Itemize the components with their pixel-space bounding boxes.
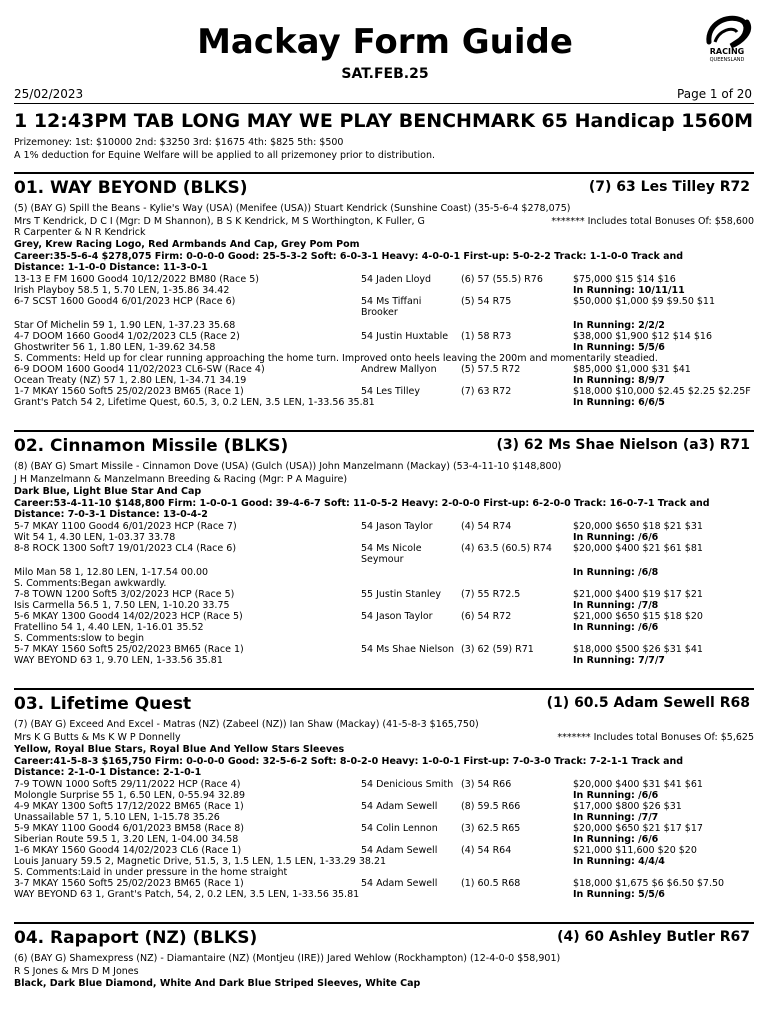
form-jockey: 54 Colin Lennon bbox=[361, 823, 438, 834]
form-prizemoney-odds: $85,000 $1,000 $31 $41 bbox=[573, 364, 691, 375]
form-line: Irish Playboy 58.5 1, 5.70 LEN, 1-35.86 34.42 bbox=[14, 285, 230, 296]
form-line: 5-7 MKAY 1560 Soft5 25/02/2023 BM65 (Race 1) bbox=[14, 644, 244, 655]
form-jockey: 54 Denicious Smith bbox=[361, 779, 454, 790]
form-prizemoney-odds: $50,000 $1,000 $9 $9.50 $11 bbox=[573, 296, 716, 307]
horse-name: 01. WAY BEYOND (BLKS) bbox=[14, 178, 248, 198]
career-stats: Career:35-5-6-4 $278,075 Firm: 0-0-0-0 Good: 25-5-3-2 Soft: 6-0-3-1 Heavy: 4-0-0-1 First-up: 5-0-2-2 Track: 1-1-0-0 Track and bbox=[14, 251, 684, 262]
in-running: In Running: /6/6 bbox=[573, 532, 659, 543]
horse-name: 04. Rapaport (NZ) (BLKS) bbox=[14, 928, 258, 948]
form-prizemoney-odds: $21,000 $650 $15 $18 $20 bbox=[573, 611, 703, 622]
in-running: In Running: 7/7/7 bbox=[573, 655, 665, 666]
form-jockey: 54 Adam Sewell bbox=[361, 801, 438, 812]
form-prizemoney-odds: $17,000 $800 $26 $31 bbox=[573, 801, 682, 812]
race-prizemoney: Prizemoney: 1st: $10000 2nd: $3250 3rd: $1675 4th: $825 5th: $500 bbox=[14, 137, 344, 148]
form-barrier-weight: (5) 54 R75 bbox=[461, 296, 512, 307]
header-divider bbox=[14, 103, 754, 104]
form-barrier-weight: (4) 63.5 (60.5) R74 bbox=[461, 543, 552, 554]
horse-owners: R S Jones & Mrs D M Jones bbox=[14, 966, 139, 977]
in-running: In Running: /6/6 bbox=[573, 622, 659, 633]
form-prizemoney-odds: $18,000 $1,675 $6 $6.50 $7.50 bbox=[573, 878, 725, 889]
form-jockey: 54 Justin Huxtable bbox=[361, 331, 449, 342]
form-line: Molongle Surprise 55 1, 6.50 LEN, 0-55.94 32.89 bbox=[14, 790, 246, 801]
racing-colours: Dark Blue, Light Blue Star And Cap bbox=[14, 486, 202, 497]
form-line: Unassailable 57 1, 5.10 LEN, 1-15.78 35.26 bbox=[14, 812, 220, 823]
form-jockey: 54 Ms Shae Nielson bbox=[361, 644, 455, 655]
form-line: 7-8 TOWN 1200 Soft5 3/02/2023 HCP (Race 5) bbox=[14, 589, 235, 600]
in-running: In Running: 2/2/2 bbox=[573, 320, 665, 331]
horse-breeding: (5) (BAY G) Spill the Beans - Kylie's Way (USA) (Menifee (USA)) Stuart Kendrick (Sunshine Coast) (35-5-6-4 $278,075) bbox=[14, 203, 571, 214]
form-line: Ocean Treaty (NZ) 57 1, 2.80 LEN, 1-34.71 34.19 bbox=[14, 375, 247, 386]
form-barrier-weight: (8) 59.5 R66 bbox=[461, 801, 521, 812]
form-line: 5-7 MKAY 1100 Good4 6/01/2023 HCP (Race 7) bbox=[14, 521, 237, 532]
horse-breeding: (8) (BAY G) Smart Missile - Cinnamon Dove (USA) (Gulch (USA)) John Manzelmann (Mackay) (53-4-11-10 $148,800) bbox=[14, 461, 562, 472]
career-stats-cont: Distance: 7-0-3-1 Distance: 13-0-4-2 bbox=[14, 509, 208, 520]
horse-divider bbox=[14, 430, 754, 432]
form-line: Grant's Patch 54 2, Lifetime Quest, 60.5, 3, 0.2 LEN, 3.5 LEN, 1-33.56 35.81 bbox=[14, 397, 375, 408]
form-line: 4-7 DOOM 1660 Good4 1/02/2023 CL5 (Race 2) bbox=[14, 331, 240, 342]
career-stats: Career:53-4-11-10 $148,800 Firm: 1-0-0-1 Good: 39-4-6-7 Soft: 11-0-5-2 Heavy: 2-0-0-0 First-up: 6-2-0-0 Track: 16-0-7-1 Track and bbox=[14, 498, 710, 509]
form-jockey: 55 Justin Stanley bbox=[361, 589, 441, 600]
in-running: In Running: /7/8 bbox=[573, 600, 659, 611]
horse-divider bbox=[14, 688, 754, 690]
form-prizemoney-odds: $21,000 $400 $19 $17 $21 bbox=[573, 589, 703, 600]
form-line: 6-7 SCST 1600 Good4 6/01/2023 HCP (Race 6) bbox=[14, 296, 236, 307]
form-line: 8-8 ROCK 1300 Soft7 19/01/2023 CL4 (Race 6) bbox=[14, 543, 237, 554]
in-running: In Running: /6/8 bbox=[573, 567, 659, 578]
horse-owners: J H Manzelmann & Manzelmann Breeding & Racing (Mgr: P A Maguire) bbox=[14, 474, 348, 485]
form-line: S. Comments:slow to begin bbox=[14, 633, 145, 644]
race-title: 1 12:43PM TAB LONG MAY WE PLAY BENCHMARK 65 Handicap 1560M bbox=[14, 110, 754, 132]
form-barrier-weight: (6) 57 (55.5) R76 bbox=[461, 274, 543, 285]
horse-breeding: (7) (BAY G) Exceed And Excel - Matras (NZ) (Zabeel (NZ)) Ian Shaw (Mackay) (41-5-8-3 $165,750) bbox=[14, 719, 479, 730]
form-barrier-weight: (4) 54 R74 bbox=[461, 521, 512, 532]
form-line: 1-6 MKAY 1560 Good4 14/02/2023 CL6 (Race 1) bbox=[14, 845, 242, 856]
bonus-note: ******* Includes total Bonuses Of: $58,600 bbox=[551, 216, 754, 227]
form-line: Star Of Michelin 59 1, 1.90 LEN, 1-37.23 35.68 bbox=[14, 320, 236, 331]
horse-owners: Mrs T Kendrick, D C I (Mgr: D M Shannon), B S K Kendrick, M S Worthington, K Fuller, G bbox=[14, 216, 425, 227]
horse-owners: Mrs K G Butts & Ms K W P Donnelly bbox=[14, 732, 181, 743]
form-line: WAY BEYOND 63 1, Grant's Patch, 54, 2, 0.2 LEN, 3.5 LEN, 1-33.56 35.81 bbox=[14, 889, 360, 900]
form-jockey: Seymour bbox=[361, 554, 404, 565]
print-date: 25/02/2023 bbox=[14, 87, 84, 101]
form-jockey: Andrew Mallyon bbox=[361, 364, 437, 375]
horse-name: 03. Lifetime Quest bbox=[14, 694, 192, 714]
barrier-weight-jockey: (4) 60 Ashley Butler R67 bbox=[557, 929, 750, 945]
form-line: 1-7 MKAY 1560 Soft5 25/02/2023 BM65 (Race 1) bbox=[14, 386, 244, 397]
form-jockey: 54 Ms Nicole bbox=[361, 543, 422, 554]
form-line: 5-9 MKAY 1100 Good4 6/01/2023 BM58 (Race 8) bbox=[14, 823, 244, 834]
career-stats-cont: Distance: 2-1-0-1 Distance: 2-1-0-1 bbox=[14, 767, 202, 778]
in-running: In Running: 6/6/5 bbox=[573, 397, 665, 408]
form-line: 13-13 E FM 1600 Good4 10/12/2022 BM80 (Race 5) bbox=[14, 274, 259, 285]
form-line: 4-9 MKAY 1300 Soft5 17/12/2022 BM65 (Race 1) bbox=[14, 801, 244, 812]
form-line: Louis January 59.5 2, Magnetic Drive, 51.5, 3, 1.5 LEN, 1.5 LEN, 1-33.29 38.21 bbox=[14, 856, 387, 867]
form-jockey: Brooker bbox=[361, 307, 398, 318]
racing-colours: Grey, Krew Racing Logo, Red Armbands And Cap, Grey Pom Pom bbox=[14, 239, 360, 250]
form-prizemoney-odds: $20,000 $400 $21 $61 $81 bbox=[573, 543, 703, 554]
form-line: 7-9 TOWN 1000 Soft5 29/11/2022 HCP (Race 4) bbox=[14, 779, 241, 790]
racing-colours: Yellow, Royal Blue Stars, Royal Blue And Yellow Stars Sleeves bbox=[14, 744, 345, 755]
form-barrier-weight: (7) 63 R72 bbox=[461, 386, 512, 397]
in-running: In Running: 4/4/4 bbox=[573, 856, 665, 867]
racing-colours: Black, Dark Blue Diamond, White And Dark Blue Striped Sleeves, White Cap bbox=[14, 978, 421, 989]
form-barrier-weight: (4) 54 R64 bbox=[461, 845, 512, 856]
form-jockey: 54 Adam Sewell bbox=[361, 845, 438, 856]
form-jockey: 54 Jason Taylor bbox=[361, 521, 433, 532]
form-jockey: 54 Les Tilley bbox=[361, 386, 420, 397]
horse-name: 02. Cinnamon Missile (BLKS) bbox=[14, 436, 289, 456]
form-line: Isis Carmella 56.5 1, 7.50 LEN, 1-10.20 33.75 bbox=[14, 600, 230, 611]
form-line: 3-7 MKAY 1560 Soft5 25/02/2023 BM65 (Race 1) bbox=[14, 878, 244, 889]
form-jockey: 54 Ms Tiffani bbox=[361, 296, 422, 307]
in-running: In Running: 10/11/11 bbox=[573, 285, 685, 296]
logo-text: RACING QUEENSLAND bbox=[709, 47, 745, 63]
form-prizemoney-odds: $18,000 $500 $26 $31 $41 bbox=[573, 644, 703, 655]
race-deduction-note: A 1% deduction for Equine Welfare will be applied to all prizemoney prior to distribution. bbox=[14, 150, 436, 161]
form-barrier-weight: (1) 58 R73 bbox=[461, 331, 512, 342]
form-line: Siberian Route 59.5 1, 3.20 LEN, 1-04.00 34.58 bbox=[14, 834, 239, 845]
form-line: 6-9 DOOM 1600 Good4 11/02/2023 CL6-SW (Race 4) bbox=[14, 364, 265, 375]
form-prizemoney-odds: $18,000 $10,000 $2.45 $2.25 $2.25F bbox=[573, 386, 751, 397]
form-prizemoney-odds: $20,000 $650 $21 $17 $17 bbox=[573, 823, 703, 834]
meeting-date-heading: SAT.FEB.25 bbox=[341, 66, 429, 82]
form-jockey: 54 Adam Sewell bbox=[361, 878, 438, 889]
career-stats: Career:41-5-8-3 $165,750 Firm: 0-0-0-0 Good: 32-5-6-2 Soft: 8-0-2-0 Heavy: 1-0-0-1 First-up: 7-0-3-0 Track: 7-2-1-1 Track and bbox=[14, 756, 684, 767]
form-line: Fratellino 54 1, 4.40 LEN, 1-16.01 35.52 bbox=[14, 622, 204, 633]
form-line: Milo Man 58 1, 12.80 LEN, 1-17.54 00.00 bbox=[14, 567, 209, 578]
form-barrier-weight: (3) 62.5 R65 bbox=[461, 823, 521, 834]
form-jockey: 54 Jason Taylor bbox=[361, 611, 433, 622]
page-title: Mackay Form Guide bbox=[197, 22, 573, 62]
in-running: In Running: 8/9/7 bbox=[573, 375, 665, 386]
form-barrier-weight: (5) 57.5 R72 bbox=[461, 364, 521, 375]
in-running: In Running: /6/6 bbox=[573, 790, 659, 801]
form-barrier-weight: (7) 55 R72.5 bbox=[461, 589, 521, 600]
horse-breeding: (6) (BAY G) Shamexpress (NZ) - Diamantaire (NZ) (Montjeu (IRE)) Jared Wehlow (Rockhampton) (12-4-0-0 $58,901) bbox=[14, 953, 561, 964]
form-prizemoney-odds: $21,000 $11,600 $20 $20 bbox=[573, 845, 697, 856]
form-line: WAY BEYOND 63 1, 9.70 LEN, 1-33.56 35.81 bbox=[14, 655, 223, 666]
bonus-note: ******* Includes total Bonuses Of: $5,625 bbox=[557, 732, 754, 743]
form-line: S. Comments:Laid in under pressure in the home straight bbox=[14, 867, 288, 878]
form-prizemoney-odds: $20,000 $400 $31 $41 $61 bbox=[573, 779, 703, 790]
form-line: S. Comments:Began awkwardly. bbox=[14, 578, 167, 589]
form-prizemoney-odds: $75,000 $15 $14 $16 bbox=[573, 274, 676, 285]
barrier-weight-jockey: (7) 63 Les Tilley R72 bbox=[588, 179, 750, 195]
form-line: 5-6 MKAY 1300 Good4 14/02/2023 HCP (Race 5) bbox=[14, 611, 243, 622]
in-running: In Running: /6/6 bbox=[573, 834, 659, 845]
form-barrier-weight: (3) 54 R66 bbox=[461, 779, 512, 790]
form-line: S. Comments: Held up for clear running approaching the home turn. Improved onto heels leaving the 200m and momentarily steadied. bbox=[14, 353, 658, 364]
barrier-weight-jockey: (3) 62 Ms Shae Nielson (a3) R71 bbox=[496, 437, 750, 453]
form-line: Wit 54 1, 4.30 LEN, 1-03.37 33.78 bbox=[14, 532, 176, 543]
horse-owners-cont: R Carpenter & N R Kendrick bbox=[14, 227, 146, 238]
horse-divider bbox=[14, 922, 754, 924]
form-prizemoney-odds: $38,000 $1,900 $12 $14 $16 bbox=[573, 331, 713, 342]
form-line: Ghostwriter 56 1, 1.80 LEN, 1-39.62 34.58 bbox=[14, 342, 216, 353]
career-stats-cont: Distance: 1-1-0-0 Distance: 11-3-0-1 bbox=[14, 262, 208, 273]
horse-divider bbox=[14, 172, 754, 174]
in-running: In Running: 5/5/6 bbox=[573, 342, 665, 353]
page-number: Page 1 of 20 bbox=[677, 87, 752, 101]
in-running: In Running: 5/5/6 bbox=[573, 889, 665, 900]
form-barrier-weight: (1) 60.5 R68 bbox=[461, 878, 521, 889]
barrier-weight-jockey: (1) 60.5 Adam Sewell R68 bbox=[546, 695, 750, 711]
form-barrier-weight: (6) 54 R72 bbox=[461, 611, 512, 622]
form-prizemoney-odds: $20,000 $650 $18 $21 $31 bbox=[573, 521, 703, 532]
in-running: In Running: /7/7 bbox=[573, 812, 659, 823]
form-jockey: 54 Jaden Lloyd bbox=[361, 274, 432, 285]
form-barrier-weight: (3) 62 (59) R71 bbox=[461, 644, 534, 655]
